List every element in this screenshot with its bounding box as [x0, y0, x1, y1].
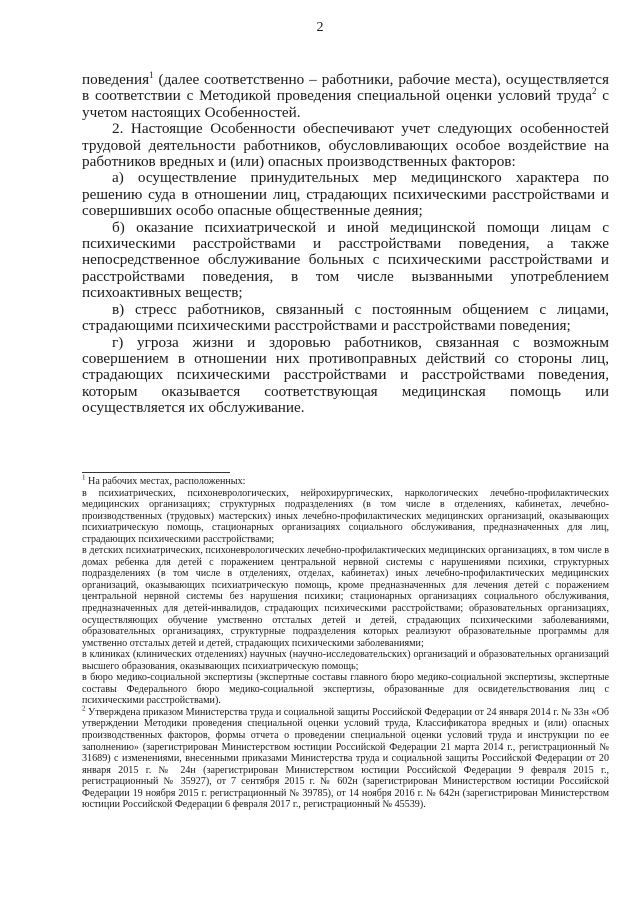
item-a: а) осуществление принудительных мер медицинского характера по решению суда в отношении лиц, страдающих психическими расстройствами и совершивших особо опасные общественные деяния;	[82, 169, 609, 220]
footnote-1-item-b: в детских психиатрических, психоневрологических лечебно-профилактических медицинских организациях, в том числе в домах ребенка для детей с поражением центральной нервной системы с нарушениями психики, структурных подразделениях (в том числе в отделениях, отделах, кабинетах) иных лечебно-профилактических медицинских организаций, оказывающих психиатрическую помощь, кроме предназначенных для лечения детей с поражением центральной нервной системы без нарушения психики; стационарных организациях социального обслуживания, предназначенных для детей-инвалидов, страдающих психическими расстройствами; образовательных организациях, осуществляющих обучение умственно отсталых детей и детей, страдающих психическими заболеваниями, образовательных организациях, структурные подразделения которых реализуют образовательные программы для умственно отсталых детей и детей, страдающих психическими заболеваниями;	[82, 545, 609, 649]
paragraph-1-middle: (далее соответственно – работники, рабочие места), осуществляется в соответствии с Методикой проведения специальной оценки условий труда	[82, 71, 609, 105]
footnote-2	[82, 704, 609, 811]
footnote-1-item-c: в клиниках (клинических отделениях) научных (научно-исследовательских) организаций и образовательных организаций высшего образования, оказывающих психиатрическую помощь;	[82, 649, 609, 672]
footnote-ref-2: 2	[591, 86, 597, 97]
item-b: б) оказание психиатрической и иной медицинской помощи лицам с психическими расстройствами и расстройствами поведения, а также непосредственное обслуживание больных с психическими расстройствами и расстройствами поведения, в том числе вызванными употреблением психоактивных веществ;	[82, 218, 609, 302]
item-g: г) угроза жизни и здоровью работников, связанная с возможным совершением в отношении них противоправных действий со стороны лиц, страдающих психическими расстройствами и расстройствами поведения, которым оказывается соответствующая медицинская помощь или осуществляется их обслуживание.	[82, 333, 609, 417]
footnote-1-intro	[82, 473, 609, 488]
footnote-1-item-d: в бюро медико-социальной экспертизы (экспертные составы главного бюро медико-социальной экспертизы, экспертные составы Федерального бюро медико-социальной экспертизы, образованные для освидетельствования лиц с психическими расстройствами).	[82, 672, 609, 707]
paragraph-2: 2. Настоящие Особенности обеспечивают учет следующих особенностей трудовой деятельности работников, обусловливающих особое воздействие на работников вредных и (или) опасных производственных факторов:	[82, 120, 609, 171]
footnote-2-text: Утверждена приказом Министерства труда и социальной защиты Российской Федерации от 24 января 2014 г. № 33н «Об утверждении Методики проведения специальной оценки условий труда, Классификатора вредных и (или) опасных производственных факторов, формы отчета о проведении специальной оценки условий труда и инструкции по ее заполнению» (зарегистрирован Министерством юстиции Российской Федерации 21 марта 2014 г., регистрационный № 31689) с изменениями, внесенными приказами Министерства труда и социальной защиты Российской Федерации от 20 января 2015 г. № 24н (зарегистрирован Министерством юстиции Российской Федерации 9 февраля 2015 г., регистрационный № 35927), от 7 сентября 2015 г. № 602н (зарегистрирован Министерством юстиции Российской Федерации 19 ноября 2015 г. регистрационный № 39785), от 14 ноября 2016 г. № 642н (зарегистрирован Министерством юстиции Российской Федерации 6 февраля 2017 г., регистрационный № 45539).	[82, 706, 609, 811]
paragraph-1-continuation	[82, 69, 609, 121]
footnote-2-mark: 2	[82, 704, 86, 713]
footnote-ref-1: 1	[149, 69, 154, 80]
footnote-1-mark: 1	[82, 473, 86, 482]
paragraph-1-start: поведения	[82, 71, 150, 88]
footnotes	[82, 473, 609, 811]
item-v: в) стресс работников, связанный с постоянным общением с лицами, страдающими психическими расстройствами и расстройствами поведения;	[82, 300, 609, 335]
footnote-1-intro-text: На рабочих местах, расположенных:	[85, 476, 246, 487]
footnote-separator	[82, 472, 230, 473]
page-number: 2	[316, 20, 324, 35]
main-body	[82, 69, 609, 417]
footnote-1-item-a: в психиатрических, психоневрологических, нейрохирургических, наркологических лечебно-профилактических медицинских организациях; структурных подразделениях (в том числе в отделениях, кабинетах, лечебно-производственных (трудовых) мастерских) иных лечебно-профилактических медицинских организаций, оказывающих психиатрическую помощь, стационарных организациях социального обслуживания, предназначенных для лиц, страдающих психическими расстройствами;	[82, 487, 609, 545]
paragraph-1-end: с учетом настоящих Особенностей.	[82, 87, 609, 121]
